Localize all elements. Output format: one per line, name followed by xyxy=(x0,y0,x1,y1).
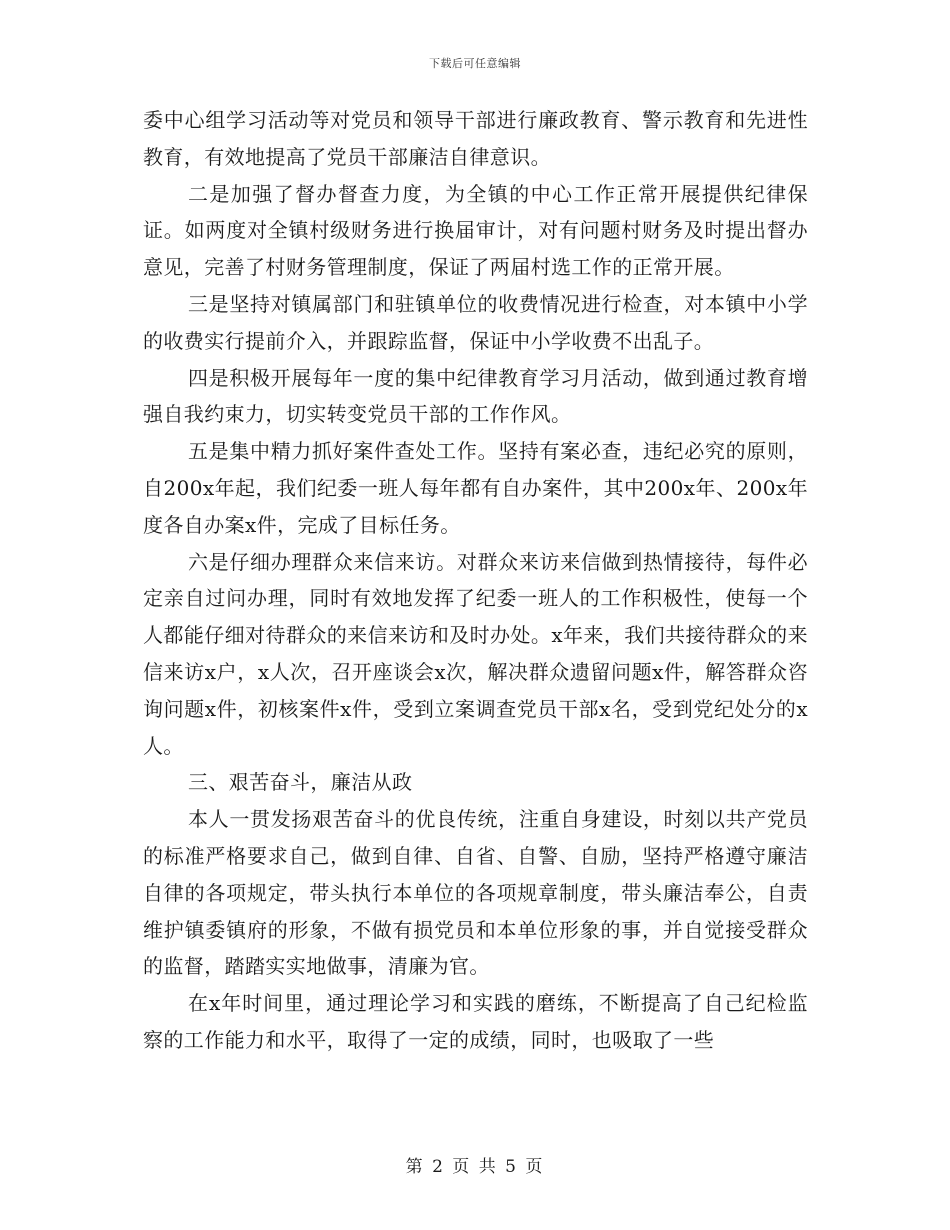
page-header: 下载后可任意编辑 xyxy=(429,57,521,70)
section-heading: 三、艰苦奋斗，廉洁从政 xyxy=(188,770,413,795)
paragraph-5: 五是集中精力抓好案件查处工作。坚持有案必查，违纪必究的原则，自200x年起，我们纪委一班人每年都有自办案件，其中200x年、200x年度各自办案x件，完成了目标任务。 xyxy=(143,439,808,537)
paragraph-6: 六是仔细办理群众来信来访。对群众来访来信做到热情接待，每件必定亲自过问办理，同时有效地发挥了纪委一班人的工作积极性，使每一个人都能仔细对待群众的来信来访和及时办处。x年来，我们共接待群众的来信来访x户，x人次，召开座谈会x次，解决群众遗留问题x件，解答群众咨询问题x件，初核案件x件，受到立案调查党员干部x名，受到党纪处分的x人。 xyxy=(143,549,808,758)
paragraph-2: 二是加强了督办督查力度，为全镇的中心工作正常开展提供纪律保证。如两度对全镇村级财务进行换届审计，对有问题村财务及时提出督办意见，完善了村财务管理制度，保证了两届村选工作的正常开展。 xyxy=(143,181,808,280)
paragraph-8: 在x年时间里，通过理论学习和实践的磨练，不断提高了自己纪检监察的工作能力和水平，取得了一定的成绩，同时，也吸取了一些 xyxy=(143,991,808,1052)
paragraph-7: 本人一贯发扬艰苦奋斗的优良传统，注重自身建设，时刻以共产党员的标准严格要求自己，做到自律、自省、自警、自励，坚持严格遵守廉洁自律的各项规定，带头执行本单位的各项规章制度，带头廉洁奉公，自责维护镇委镇府的形象，不做有损党员和本单位形象的事，并自觉接受群众的监督，踏踏实实地做事，清廉为官。 xyxy=(143,807,808,979)
paragraph-3: 三是坚持对镇属部门和驻镇单位的收费情况进行检查，对本镇中小学的收费实行提前介入，并跟踪监督，保证中小学收费不出乱子。 xyxy=(143,291,808,353)
document-body xyxy=(143,102,808,1059)
page-footer: 第 2 页 共 5 页 xyxy=(405,1157,545,1177)
paragraph-4: 四是积极开展每年一度的集中纪律教育学习月活动，做到通过教育增强自我约束力，切实转变党员干部的工作作风。 xyxy=(143,365,808,427)
paragraph-1: 委中心组学习活动等对党员和领导干部进行廉政教育、警示教育和先进性教育，有效地提高了党员干部廉洁自律意识。 xyxy=(143,108,808,169)
